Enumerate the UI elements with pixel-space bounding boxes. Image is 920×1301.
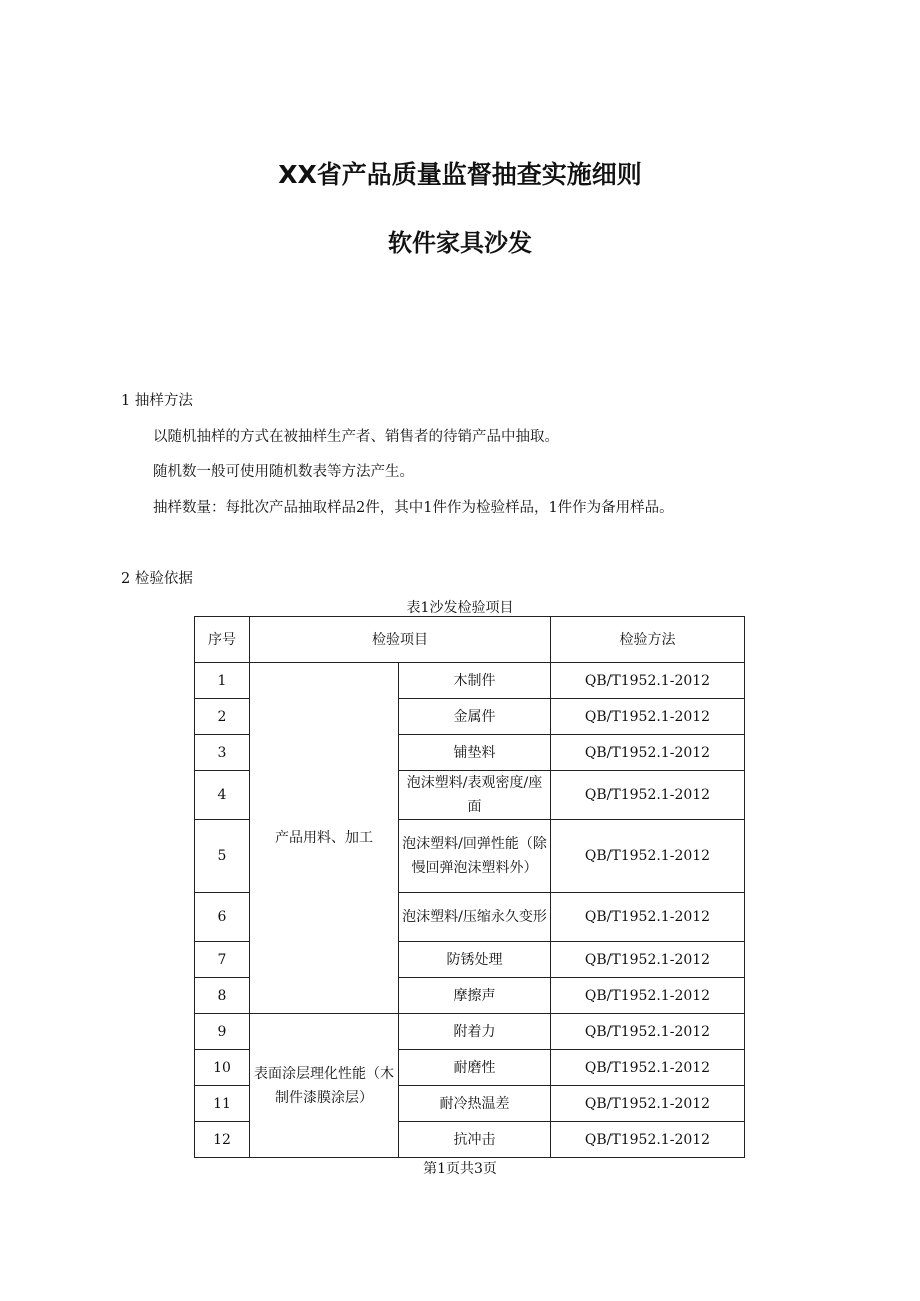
- header-cell: 检验方法: [551, 617, 745, 663]
- section-heading-sampling: 1 抽样方法: [121, 393, 193, 409]
- inspection-items-table: [194, 616, 745, 1158]
- item-cell: 耐冷热温差: [399, 1086, 551, 1122]
- row-number: 8: [195, 978, 250, 1014]
- item-cell: 附着力: [399, 1014, 551, 1050]
- table-row: [195, 663, 745, 699]
- row-number: 11: [195, 1086, 250, 1122]
- page-footer: 第1页共3页: [423, 1161, 497, 1177]
- row-number: 2: [195, 699, 250, 735]
- row-number: 12: [195, 1122, 250, 1158]
- row-number: 4: [195, 771, 250, 820]
- method-cell: QB/T1952.1-2012: [551, 699, 745, 735]
- paragraph: 随机数一般可使用随机数表等方法产生。: [153, 464, 414, 480]
- group-cell: 表面涂层理化性能（木制件漆膜涂层）: [250, 1014, 399, 1158]
- group-cell: 产品用料、加工: [250, 663, 399, 1014]
- row-number: 1: [195, 663, 250, 699]
- item-cell: 泡沫塑料/表观密度/座面: [399, 771, 551, 820]
- row-number: 7: [195, 942, 250, 978]
- method-cell: QB/T1952.1-2012: [551, 1122, 745, 1158]
- item-cell: 耐磨性: [399, 1050, 551, 1086]
- item-cell: 抗冲击: [399, 1122, 551, 1158]
- method-cell: QB/T1952.1-2012: [551, 893, 745, 942]
- item-cell: 金属件: [399, 699, 551, 735]
- paragraph: 以随机抽样的方式在被抽样生产者、销售者的待销产品中抽取。: [153, 429, 559, 445]
- item-cell: 防锈处理: [399, 942, 551, 978]
- row-number: 3: [195, 735, 250, 771]
- document-subtitle: 软件家具沙发: [388, 229, 532, 257]
- item-cell: 木制件: [399, 663, 551, 699]
- item-cell: 泡沫塑料/回弹性能（除慢回弹泡沫塑料外）: [399, 820, 551, 893]
- section-heading-basis: 2 检验依据: [121, 571, 193, 587]
- method-cell: QB/T1952.1-2012: [551, 978, 745, 1014]
- method-cell: QB/T1952.1-2012: [551, 942, 745, 978]
- method-cell: QB/T1952.1-2012: [551, 771, 745, 820]
- row-number: 10: [195, 1050, 250, 1086]
- table-caption: 表1沙发检验项目: [406, 600, 514, 616]
- document-title: XX省产品质量监督抽查实施细则: [278, 160, 642, 189]
- item-cell: 摩擦声: [399, 978, 551, 1014]
- header-cell: 序号: [195, 617, 250, 663]
- method-cell: QB/T1952.1-2012: [551, 1050, 745, 1086]
- row-number: 9: [195, 1014, 250, 1050]
- table-row: [195, 1014, 745, 1050]
- method-cell: QB/T1952.1-2012: [551, 1086, 745, 1122]
- item-cell: 泡沫塑料/压缩永久变形: [399, 893, 551, 942]
- method-cell: QB/T1952.1-2012: [551, 735, 745, 771]
- header-cell: 检验项目: [250, 617, 551, 663]
- paragraph: 抽样数量：每批次产品抽取样品2件，其中1件作为检验样品，1件作为备用样品。: [153, 500, 674, 516]
- method-cell: QB/T1952.1-2012: [551, 663, 745, 699]
- table-header-row: [195, 617, 745, 663]
- row-number: 5: [195, 820, 250, 893]
- method-cell: QB/T1952.1-2012: [551, 1014, 745, 1050]
- item-cell: 铺垫料: [399, 735, 551, 771]
- method-cell: QB/T1952.1-2012: [551, 820, 745, 893]
- row-number: 6: [195, 893, 250, 942]
